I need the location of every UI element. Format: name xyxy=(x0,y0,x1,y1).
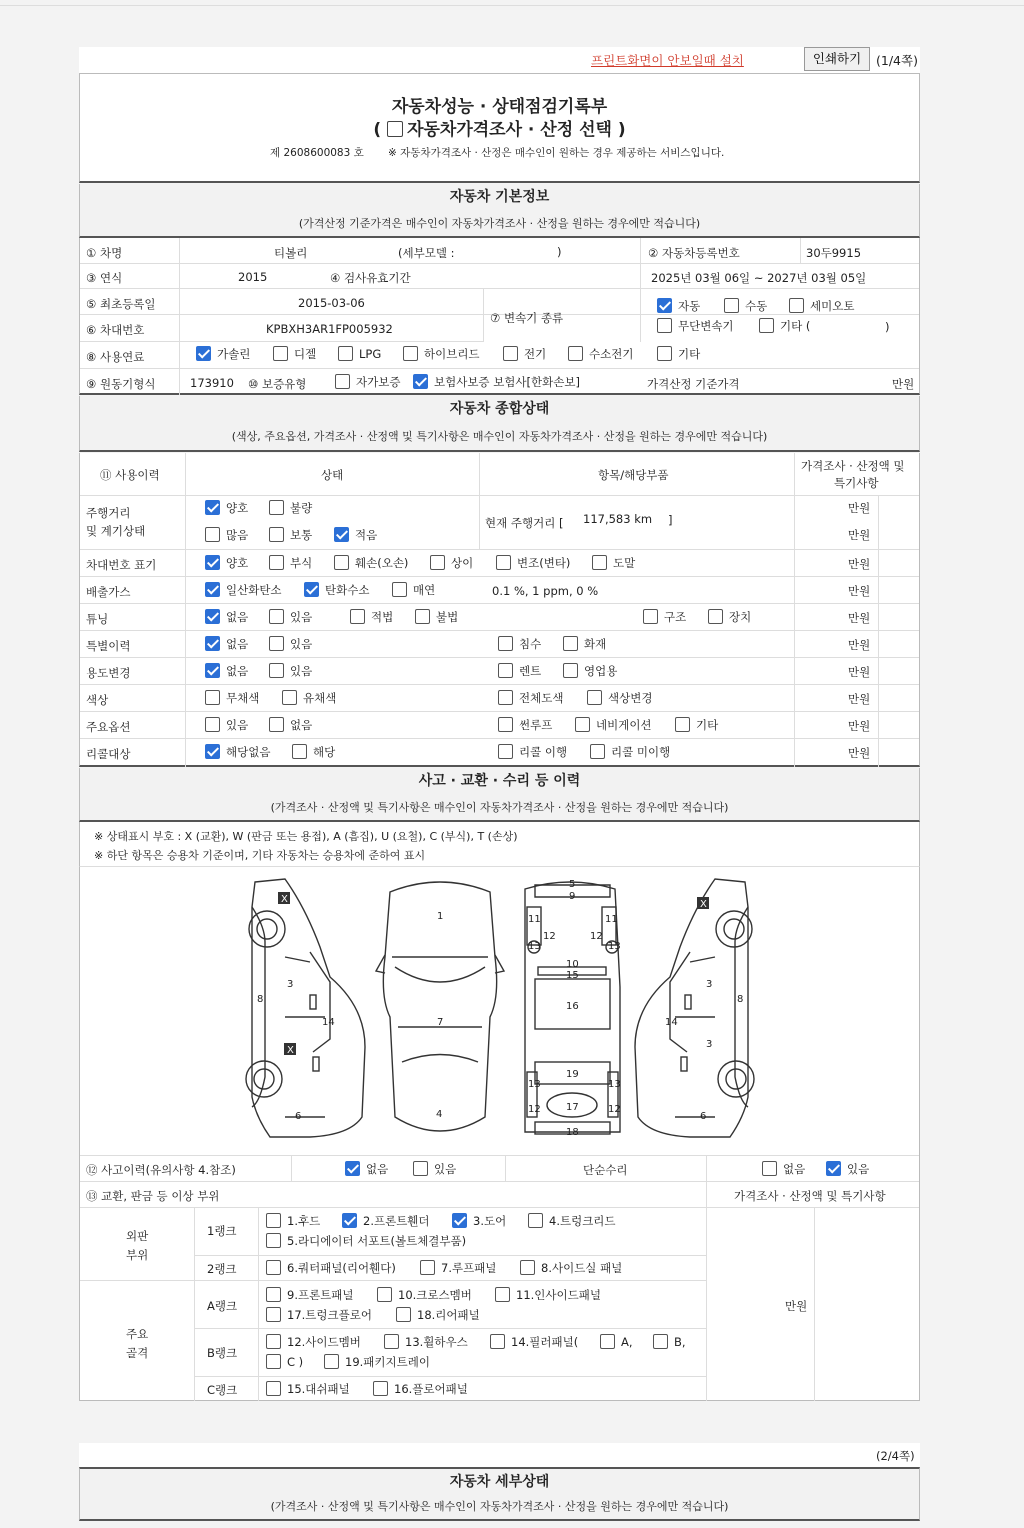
part-16-floor-panel[interactable]: 16.플로어패널 xyxy=(373,1381,468,1397)
part-8-side-sill[interactable]: 8.사이드실 패널 xyxy=(520,1260,622,1276)
accident-table: ⑫ 사고이력(유의사항 4.참조) 없음 있음 단순수리 없음 있음 ⑬ 교환, 판금 등 이상 부위 가격조사 · 산정액 및 특기사항 외판 부위 1랭크 1.후드 2.프론트휀더 3.도어 4.트렁크리드 5.라디에이터 서포트(볼트체결부품) 2랭크 6.쿼터패널(리어휀다) 7.루프패널 8.사이드실 패널 주요 골격 A랭크 9.프론트패널 10.크로스멤버 11.인사이드패널 17.트렁크플로어 18.리어패널 B랭크 12.사이드멤버 13.휠하우스 14.필러패널( A, B, C ) 19.패키지트레이 C랭크 15.대쉬패널 16.플로어패널 만원 xyxy=(79,1155,920,1401)
document-title-box xyxy=(79,73,920,183)
svg-text:15: 15 xyxy=(566,970,579,981)
vin-marking-option-5[interactable]: 도말 xyxy=(592,555,635,571)
svg-text:13: 13 xyxy=(528,1079,541,1090)
color-option-2[interactable]: 전체도색 xyxy=(498,690,563,706)
print-header xyxy=(79,47,920,73)
state-label: 차대번호 표기 xyxy=(86,558,157,572)
part-14-pillar-panel[interactable]: 14.필러패널( xyxy=(490,1334,578,1350)
checkbox[interactable] xyxy=(415,609,430,624)
pillar-a[interactable]: A, xyxy=(600,1334,633,1349)
svg-text:12: 12 xyxy=(543,931,556,942)
state-row-main-option xyxy=(80,712,919,739)
mileage-value: 현재 주행거리 [ xyxy=(485,516,564,530)
pillar-b[interactable]: B, xyxy=(653,1334,686,1349)
tuning-option-5[interactable]: 장치 xyxy=(708,609,751,625)
vin-marking-option-4[interactable]: 변조(변타) xyxy=(496,555,570,571)
part-4-trunk-lid[interactable]: 4.트렁크리드 xyxy=(528,1213,616,1229)
checkbox[interactable] xyxy=(205,690,220,705)
general-state-title: 자동차 종합상태 xyxy=(79,396,920,422)
svg-text:13: 13 xyxy=(608,1079,621,1090)
checkbox[interactable] xyxy=(269,555,284,570)
svg-text:1: 1 xyxy=(437,911,444,922)
recall-option-2[interactable]: 리콜 이행 xyxy=(498,744,567,760)
mileage-value: ] xyxy=(668,513,673,527)
tuning-option-1[interactable]: 있음 xyxy=(269,609,312,625)
checkbox[interactable] xyxy=(205,500,220,515)
usage-change-option-3[interactable]: 영업용 xyxy=(563,663,617,679)
registration-number: 30두9915 xyxy=(806,246,862,260)
state-label: 주행거리 xyxy=(86,506,131,520)
state-row-recall xyxy=(80,739,919,766)
checkbox[interactable] xyxy=(304,582,319,597)
print-button[interactable]: 인쇄하기 xyxy=(804,47,870,71)
checkbox[interactable] xyxy=(498,744,513,759)
checkbox[interactable] xyxy=(269,717,284,732)
svg-text:14: 14 xyxy=(322,1017,335,1028)
svg-text:4: 4 xyxy=(436,1109,443,1120)
checkbox[interactable] xyxy=(675,717,690,732)
checkbox[interactable] xyxy=(498,690,513,705)
checkbox[interactable] xyxy=(269,609,284,624)
detail-state-subtitle: (가격조사 · 산정액 및 특기사항은 매수인이 자동차가격조사 · 산정을 원하는 경우에만 적습니다) xyxy=(79,1493,920,1521)
checkbox[interactable] xyxy=(205,663,220,678)
svg-text:X: X xyxy=(700,899,707,910)
emission-option-1[interactable]: 탄화수소 xyxy=(304,582,369,598)
checkbox[interactable] xyxy=(269,663,284,678)
checkbox[interactable] xyxy=(269,636,284,651)
top-divider xyxy=(0,5,1024,6)
special-history-option-2[interactable]: 침수 xyxy=(498,636,541,652)
checkbox[interactable] xyxy=(292,744,307,759)
trans-manual[interactable]: 수동 xyxy=(724,298,767,314)
trans-semiauto[interactable]: 세미오토 xyxy=(789,298,854,314)
svg-text:X: X xyxy=(281,894,288,905)
svg-text:16: 16 xyxy=(566,1001,579,1012)
part-5-radiator-support[interactable]: 5.라디에이터 서포트(볼트체결부품) xyxy=(266,1233,466,1249)
price-option-title: ( 자동차가격조사 · 산정 선택 ) xyxy=(373,120,626,140)
simple-repair-yes[interactable]: 있음 xyxy=(826,1161,869,1177)
fuel-hybrid[interactable]: 하이브리드 xyxy=(403,346,480,362)
checkbox[interactable] xyxy=(575,717,590,732)
price-option-checkbox[interactable] xyxy=(387,121,403,137)
warranty-insurer[interactable]: 보험사보증 보험사[한화손보] xyxy=(413,374,580,390)
part-18-rear-panel[interactable]: 18.리어패널 xyxy=(396,1307,480,1323)
vin: KPBXH3AR1FP005932 xyxy=(266,322,393,336)
checkbox[interactable] xyxy=(205,636,220,651)
state-row-vin-marking xyxy=(80,550,919,577)
special-history-option-3[interactable]: 화재 xyxy=(563,636,606,652)
tuning-option-2[interactable]: 적법 xyxy=(350,609,393,625)
svg-text:11: 11 xyxy=(528,914,541,925)
trans-other[interactable]: 기타 ( xyxy=(759,318,810,334)
svg-text:3: 3 xyxy=(706,1039,713,1050)
svg-text:19: 19 xyxy=(566,1069,579,1080)
usage-change-option-1[interactable]: 있음 xyxy=(269,663,312,679)
doc-number: 제 2608600083 호 xyxy=(270,147,364,159)
state-label: 리콜대상 xyxy=(86,747,131,761)
checkbox[interactable] xyxy=(563,663,578,678)
checkbox[interactable] xyxy=(205,582,220,597)
price-unit: 만원 xyxy=(848,665,871,679)
accident-price-unit: 만원 xyxy=(785,1299,808,1313)
usage-change-option-0[interactable]: 없음 xyxy=(205,663,248,679)
trans-auto[interactable]: 자동 xyxy=(657,298,700,314)
first-registration: 2015-03-06 xyxy=(298,296,365,310)
color-option-0[interactable]: 무채색 xyxy=(205,690,259,706)
usage-change-option-2[interactable]: 렌트 xyxy=(498,663,541,679)
svg-text:3: 3 xyxy=(706,979,713,990)
document-title: 자동차성능 · 상태점검기록부 xyxy=(391,97,608,117)
price-unit: 만원 xyxy=(848,719,871,733)
state-row-emission xyxy=(80,577,919,604)
mileage-option-0[interactable]: 많음 xyxy=(205,527,248,543)
svg-text:18: 18 xyxy=(566,1127,579,1138)
checkbox[interactable] xyxy=(205,609,220,624)
checkbox[interactable] xyxy=(498,717,513,732)
svg-text:8: 8 xyxy=(257,994,264,1005)
state-row-tuning xyxy=(80,604,919,631)
simple-repair-none[interactable]: 없음 xyxy=(762,1161,805,1177)
emission-value: 0.1 %, 1 ppm, 0 % xyxy=(492,584,599,598)
print-install-link[interactable]: 프린트화면이 안보일때 설치 xyxy=(591,53,744,68)
svg-text:13: 13 xyxy=(528,941,541,952)
accident-title: 사고 · 교환 · 수리 등 이력 xyxy=(79,768,920,794)
checkbox[interactable] xyxy=(269,500,284,515)
price-unit: 만원 xyxy=(848,557,871,571)
color-option-3[interactable]: 색상변경 xyxy=(587,690,652,706)
tuning-option-4[interactable]: 구조 xyxy=(643,609,686,625)
checkbox[interactable] xyxy=(496,555,511,570)
part-17-trunk-floor[interactable]: 17.트렁크플로어 xyxy=(266,1307,372,1323)
mileage-option-0[interactable]: 양호 xyxy=(205,500,248,516)
page-number: (1/4쪽) xyxy=(876,53,918,68)
svg-text:10: 10 xyxy=(566,959,579,970)
svg-text:7: 7 xyxy=(437,1017,444,1028)
svg-text:6: 6 xyxy=(295,1111,302,1122)
vin-marking-option-3[interactable]: 상이 xyxy=(430,555,473,571)
price-unit: 만원 xyxy=(848,746,871,760)
mileage-option-2[interactable]: 적음 xyxy=(334,527,377,543)
part-6-quarter-panel[interactable]: 6.쿼터패널(리어휀다) xyxy=(266,1260,396,1276)
checkbox[interactable] xyxy=(205,717,220,732)
checkbox[interactable] xyxy=(708,609,723,624)
basic-info-title: 자동차 기본정보 xyxy=(79,184,920,210)
state-row-color xyxy=(80,685,919,712)
recall-option-1[interactable]: 해당 xyxy=(292,744,335,760)
general-state-subtitle: (색상, 주요옵션, 가격조사 · 산정액 및 특기사항은 매수인이 자동차가격조사 · 산정을 원하는 경우에만 적습니다) xyxy=(79,422,920,452)
part-15-dash-panel[interactable]: 15.대쉬패널 xyxy=(266,1381,350,1397)
main-option-option-2[interactable]: 썬루프 xyxy=(498,717,552,733)
checkbox[interactable] xyxy=(205,744,220,759)
part-13-wheel-house[interactable]: 13.휠하우스 xyxy=(384,1334,468,1350)
fuel-gasoline[interactable]: 가솔린 xyxy=(196,346,250,362)
tuning-option-3[interactable]: 불법 xyxy=(415,609,458,625)
main-option-option-4[interactable]: 기타 xyxy=(675,717,718,733)
fuel-diesel[interactable]: 디젤 xyxy=(273,346,316,362)
state-label: 주요옵션 xyxy=(86,720,131,734)
checkbox[interactable] xyxy=(205,555,220,570)
checkbox[interactable] xyxy=(498,663,513,678)
fuel-electric[interactable]: 전기 xyxy=(503,346,546,362)
checkbox[interactable] xyxy=(643,609,658,624)
state-label: 튜닝 xyxy=(86,612,109,626)
main-option-option-3[interactable]: 네비게이션 xyxy=(575,717,652,733)
recall-option-0[interactable]: 해당없음 xyxy=(205,744,270,760)
svg-text:8: 8 xyxy=(737,994,744,1005)
main-option-option-1[interactable]: 없음 xyxy=(269,717,312,733)
accident-none[interactable]: 없음 xyxy=(345,1161,388,1177)
part-7-roof-panel[interactable]: 7.루프패널 xyxy=(420,1260,496,1276)
vin-marking-option-2[interactable]: 훼손(오손) xyxy=(334,555,408,571)
special-history-option-1[interactable]: 있음 xyxy=(269,636,312,652)
svg-text:5: 5 xyxy=(569,879,576,890)
svg-text:12: 12 xyxy=(528,1104,541,1115)
checkbox[interactable] xyxy=(392,582,407,597)
svg-text:X: X xyxy=(287,1045,294,1056)
state-label: 특별이력 xyxy=(86,639,131,653)
recall-option-3[interactable]: 리콜 미이행 xyxy=(590,744,670,760)
part-11-inside-panel[interactable]: 11.인사이드패널 xyxy=(495,1287,601,1303)
accident-yes[interactable]: 있음 xyxy=(413,1161,456,1177)
svg-text:9: 9 xyxy=(569,891,576,902)
model-year: 2015 xyxy=(238,270,268,284)
svg-text:14: 14 xyxy=(665,1017,678,1028)
checkbox[interactable] xyxy=(334,527,349,542)
basic-info-table: ① 차명 티볼리 (세부모델 : ) ② 자동차등록번호 30두9915 ③ 연식 2015 ④ 검사유효기간 2025년 03월 06일 ~ 2027년 03월 05일 ⑤ 최초등록일 2015-03-06 ⑦ 변속기 종류 자동 수동 세미오토 무단변속기 기타 ( ) ⑥ 차대번호 KPBXH3AR1FP005932 ⑧ 사용연료 가솔린 디젤 LPG 하이브리드 전기 수소전기 기타 ⑨ 원동기형식 173910 ⑩ 보증유형 자가보증 보험사보증 보험사[한화손보] 가격산정 기준가격 만원 xyxy=(79,238,920,395)
page2-header: (2/4쪽) xyxy=(79,1443,920,1467)
part-19-package-tray[interactable]: 19.패키지트레이 xyxy=(324,1354,430,1370)
price-unit: 만원 xyxy=(848,501,871,515)
vin-marking-option-0[interactable]: 양호 xyxy=(205,555,248,571)
part-2-front-fender[interactable]: 2.프론트휀더 xyxy=(342,1213,430,1229)
car-name: 티볼리 xyxy=(274,246,308,260)
state-row-special-history xyxy=(80,631,919,658)
mileage-option-1[interactable]: 불량 xyxy=(269,500,312,516)
state-label: 색상 xyxy=(86,693,109,707)
svg-text:6: 6 xyxy=(700,1111,707,1122)
main-option-option-0[interactable]: 있음 xyxy=(205,717,248,733)
svg-text:13: 13 xyxy=(608,941,621,952)
price-unit: 만원 xyxy=(848,638,871,652)
part-9-front-panel[interactable]: 9.프론트패널 xyxy=(266,1287,354,1303)
state-row-usage-change xyxy=(80,658,919,685)
accident-subtitle: (가격조사 · 산정액 및 특기사항은 매수인이 자동차가격조사 · 산정을 원하는 경우에만 적습니다) xyxy=(79,794,920,822)
part-12-side-member[interactable]: 12.사이드멤버 xyxy=(266,1334,361,1350)
checkbox[interactable] xyxy=(350,609,365,624)
svg-text:11: 11 xyxy=(605,914,618,925)
checkbox[interactable] xyxy=(430,555,445,570)
part-3-door[interactable]: 3.도어 xyxy=(452,1213,506,1229)
state-label: 용도변경 xyxy=(86,666,131,680)
checkbox[interactable] xyxy=(334,555,349,570)
svg-text:12: 12 xyxy=(608,1104,621,1115)
car-outline-svg xyxy=(80,867,921,1155)
price-unit: 만원 xyxy=(848,528,871,542)
emission-option-0[interactable]: 일산화탄소 xyxy=(205,582,282,598)
svg-text:17: 17 xyxy=(566,1102,579,1113)
checkbox[interactable] xyxy=(269,527,284,542)
checkbox[interactable] xyxy=(205,527,220,542)
mileage-option-1[interactable]: 보통 xyxy=(269,527,312,543)
status-legend: ※ 상태표시 부호 : X (교환), W (판금 또는 용접), A (흠집), U (요철), C (부식), T (손상) ※ 하단 항목은 승용차 기준이며, 기타 자동차는 승용차에 준하여 표시 xyxy=(79,822,920,867)
warranty-self[interactable]: 자가보증 xyxy=(335,374,400,390)
checkbox[interactable] xyxy=(282,690,297,705)
part-1-hood[interactable]: 1.후드 xyxy=(266,1213,320,1229)
svg-text:12: 12 xyxy=(590,931,603,942)
fuel-hydrogen[interactable]: 수소전기 xyxy=(568,346,633,362)
checkbox[interactable] xyxy=(563,636,578,651)
checkbox[interactable] xyxy=(592,555,607,570)
vin-marking-option-1[interactable]: 부식 xyxy=(269,555,312,571)
car-damage-diagram xyxy=(79,867,920,1155)
general-state-table: ⑪ 사용이력 상태 항목/해당부품 가격조사 · 산정액 및 특기사항 주행거리 및 계기상태 양호 불량 많음 보통 적음 현재 주행거리 [ 117,583 km ] 만원 만원 차대번호 표기 양호 부식 훼손(오손) 상이 변조(변타) 도말 만원 배출가스 일산화탄소 탄화수소 매연 0.1 %, 1 ppm, 0 % 만원 튜닝 없음 있음 적법 불법 구조 장치 만원 특별이력 없음 있음 침수 화재 만원 용도변경 없음 있음 렌트 영업용 만원 색상 무채색 유채색 전체도색 색상변경 만원 주요옵션 있음 없음 썬루프 네비게이션 기타 만원 리콜대상 해당없음 해당 리콜 이행 리콜 미이행 만원 xyxy=(79,453,920,767)
fuel-other[interactable]: 기타 xyxy=(657,346,700,362)
trans-cvt[interactable]: 무단변속기 xyxy=(657,318,734,334)
price-unit: 만원 xyxy=(848,692,871,706)
checkbox[interactable] xyxy=(590,744,605,759)
pillar-c[interactable]: C ) xyxy=(266,1354,303,1369)
basic-info-subtitle: (가격산정 기준가격은 매수인이 자동차가격조사 · 산정을 원하는 경우에만 적습니다) xyxy=(79,210,920,238)
state-row-mileage xyxy=(80,496,919,550)
part-10-cross-member[interactable]: 10.크로스멤버 xyxy=(377,1287,472,1303)
checkbox[interactable] xyxy=(498,636,513,651)
fuel-lpg[interactable]: LPG xyxy=(338,346,381,361)
state-label: 및 계기상태 xyxy=(86,524,146,538)
detail-state-title: 자동차 세부상태 xyxy=(79,1467,920,1493)
special-history-option-0[interactable]: 없음 xyxy=(205,636,248,652)
color-option-1[interactable]: 유채색 xyxy=(282,690,336,706)
service-notice: ※ 자동차가격조사 · 산정은 매수인이 원하는 경우 제공하는 서비스입니다. xyxy=(388,147,725,159)
checkbox[interactable] xyxy=(587,690,602,705)
svg-text:3: 3 xyxy=(287,979,294,990)
inspection-validity: 2025년 03월 06일 ~ 2027년 03월 05일 xyxy=(651,271,867,285)
mileage-value: 117,583 km xyxy=(583,512,653,526)
tuning-option-0[interactable]: 없음 xyxy=(205,609,248,625)
price-unit: 만원 xyxy=(848,611,871,625)
state-label: 배출가스 xyxy=(86,585,131,599)
engine-type: 173910 xyxy=(190,376,234,390)
emission-option-2[interactable]: 매연 xyxy=(392,582,435,598)
price-unit: 만원 xyxy=(848,584,871,598)
